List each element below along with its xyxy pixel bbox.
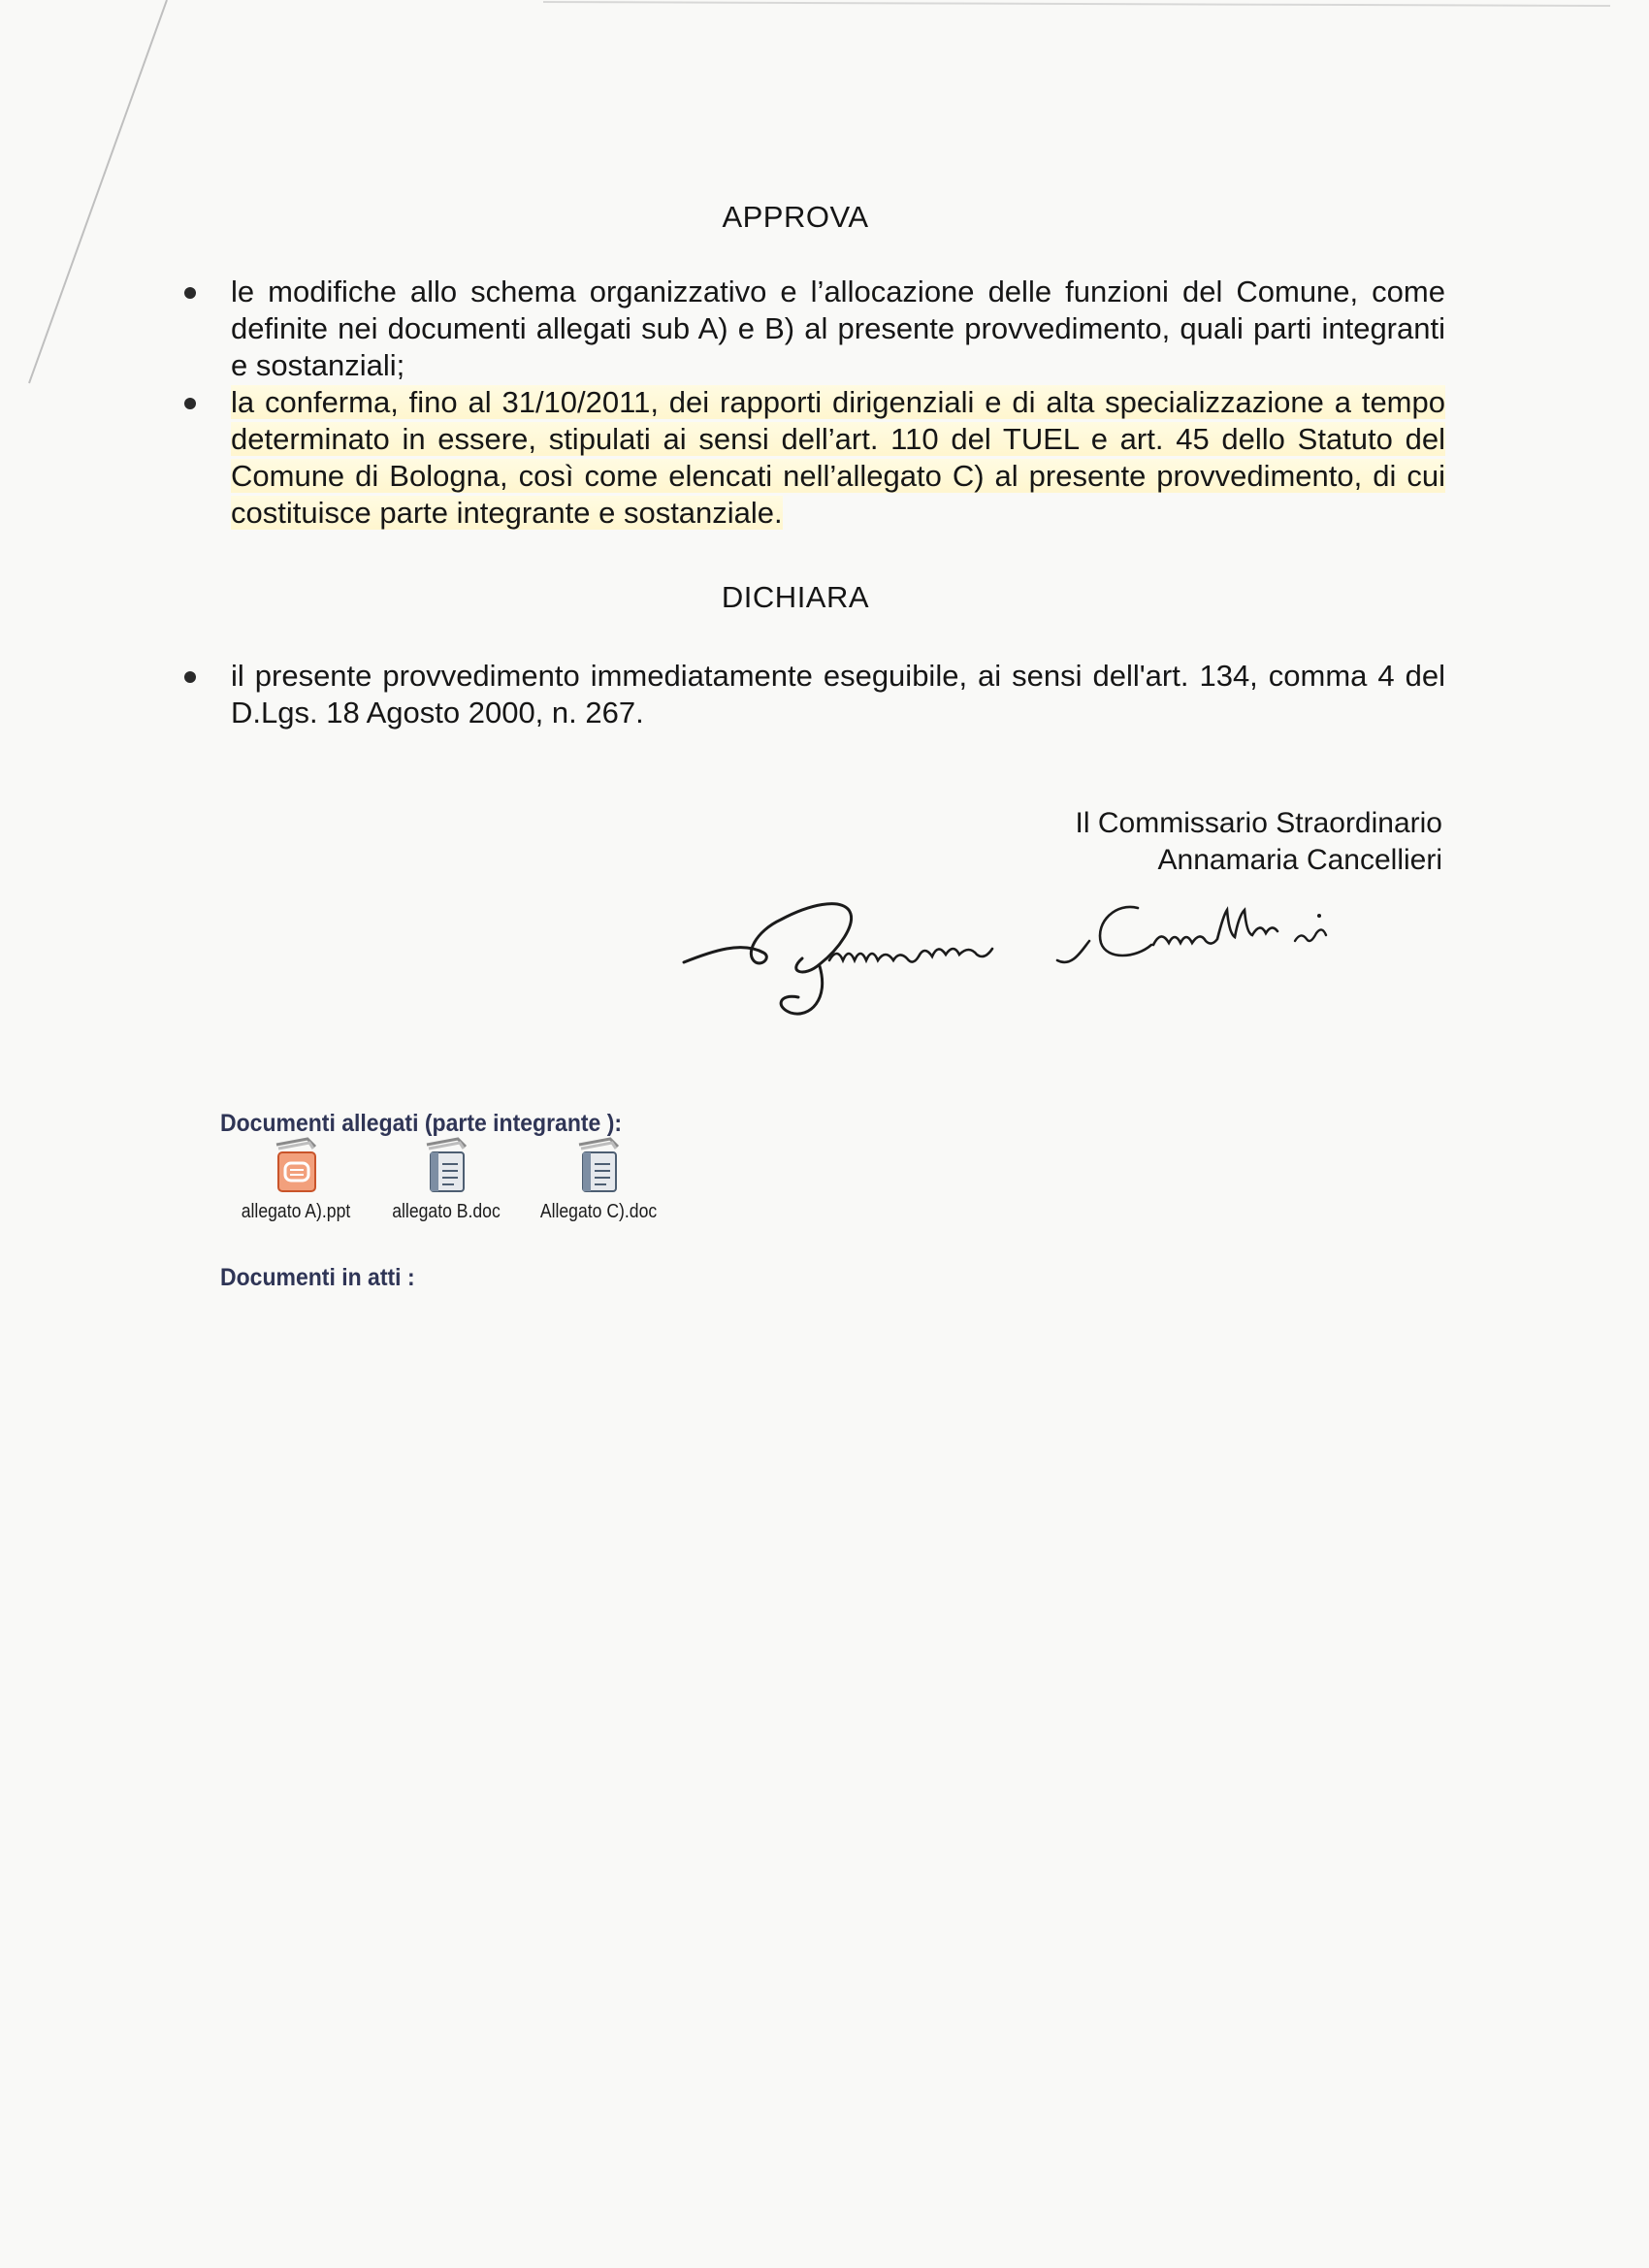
document-file-icon [571, 1135, 626, 1195]
bullet-icon [184, 671, 196, 683]
list-item: il presente provvedimento immediatamente eseguibile, ai sensi dell'art. 134, comma 4 del D.Lgs. 18 Agosto 2000, n. 267. [184, 658, 1445, 731]
bullet-icon [184, 287, 196, 299]
approva-list [184, 274, 1445, 532]
bullet-icon [184, 398, 196, 409]
attachments-list [218, 1135, 703, 1232]
list-item: la conferma, fino al 31/10/2011, dei rapporti dirigenziali e di alta specializzazione a tempo determinato in essere, stipulati ai sensi dell’art. 110 del TUEL e art. 45 dello Statuto del Comune di Bologna, così come elencati nell’allegato C) al presente provvedimento, di cui costituisce parte integrante e sostanziale. [184, 384, 1445, 532]
signatory-block [873, 805, 1442, 879]
list-item: le modifiche allo schema organizzativo e l’allocazione delle funzioni del Comune, come definite nei documenti allegati sub A) e B) al presente provvedimento, quali parti integranti e sostanziali; [184, 274, 1445, 384]
attachments-title: Documenti allegati (parte integrante ): [220, 1110, 623, 1137]
document-file-icon [419, 1135, 473, 1195]
dichiara-list [184, 658, 1445, 731]
approva-heading: APPROVA [722, 200, 869, 234]
handwritten-signature [674, 873, 1440, 1028]
attachment-name: Allegato C).doc [539, 1201, 658, 1222]
attachment-file-a[interactable] [218, 1135, 373, 1223]
dichiara-heading: DICHIARA [721, 580, 870, 614]
attachment-name: allegato A).ppt [241, 1201, 351, 1222]
attachment-file-b[interactable] [369, 1135, 524, 1223]
signatory-name: Annamaria Cancellieri [1157, 844, 1442, 876]
attachment-name: allegato B.doc [392, 1201, 501, 1222]
signatory-role: Il Commissario Straordinario [1075, 807, 1442, 839]
presentation-file-icon [269, 1135, 323, 1195]
in-atti-title: Documenti in atti : [220, 1264, 415, 1291]
attachment-file-c[interactable] [521, 1135, 676, 1223]
